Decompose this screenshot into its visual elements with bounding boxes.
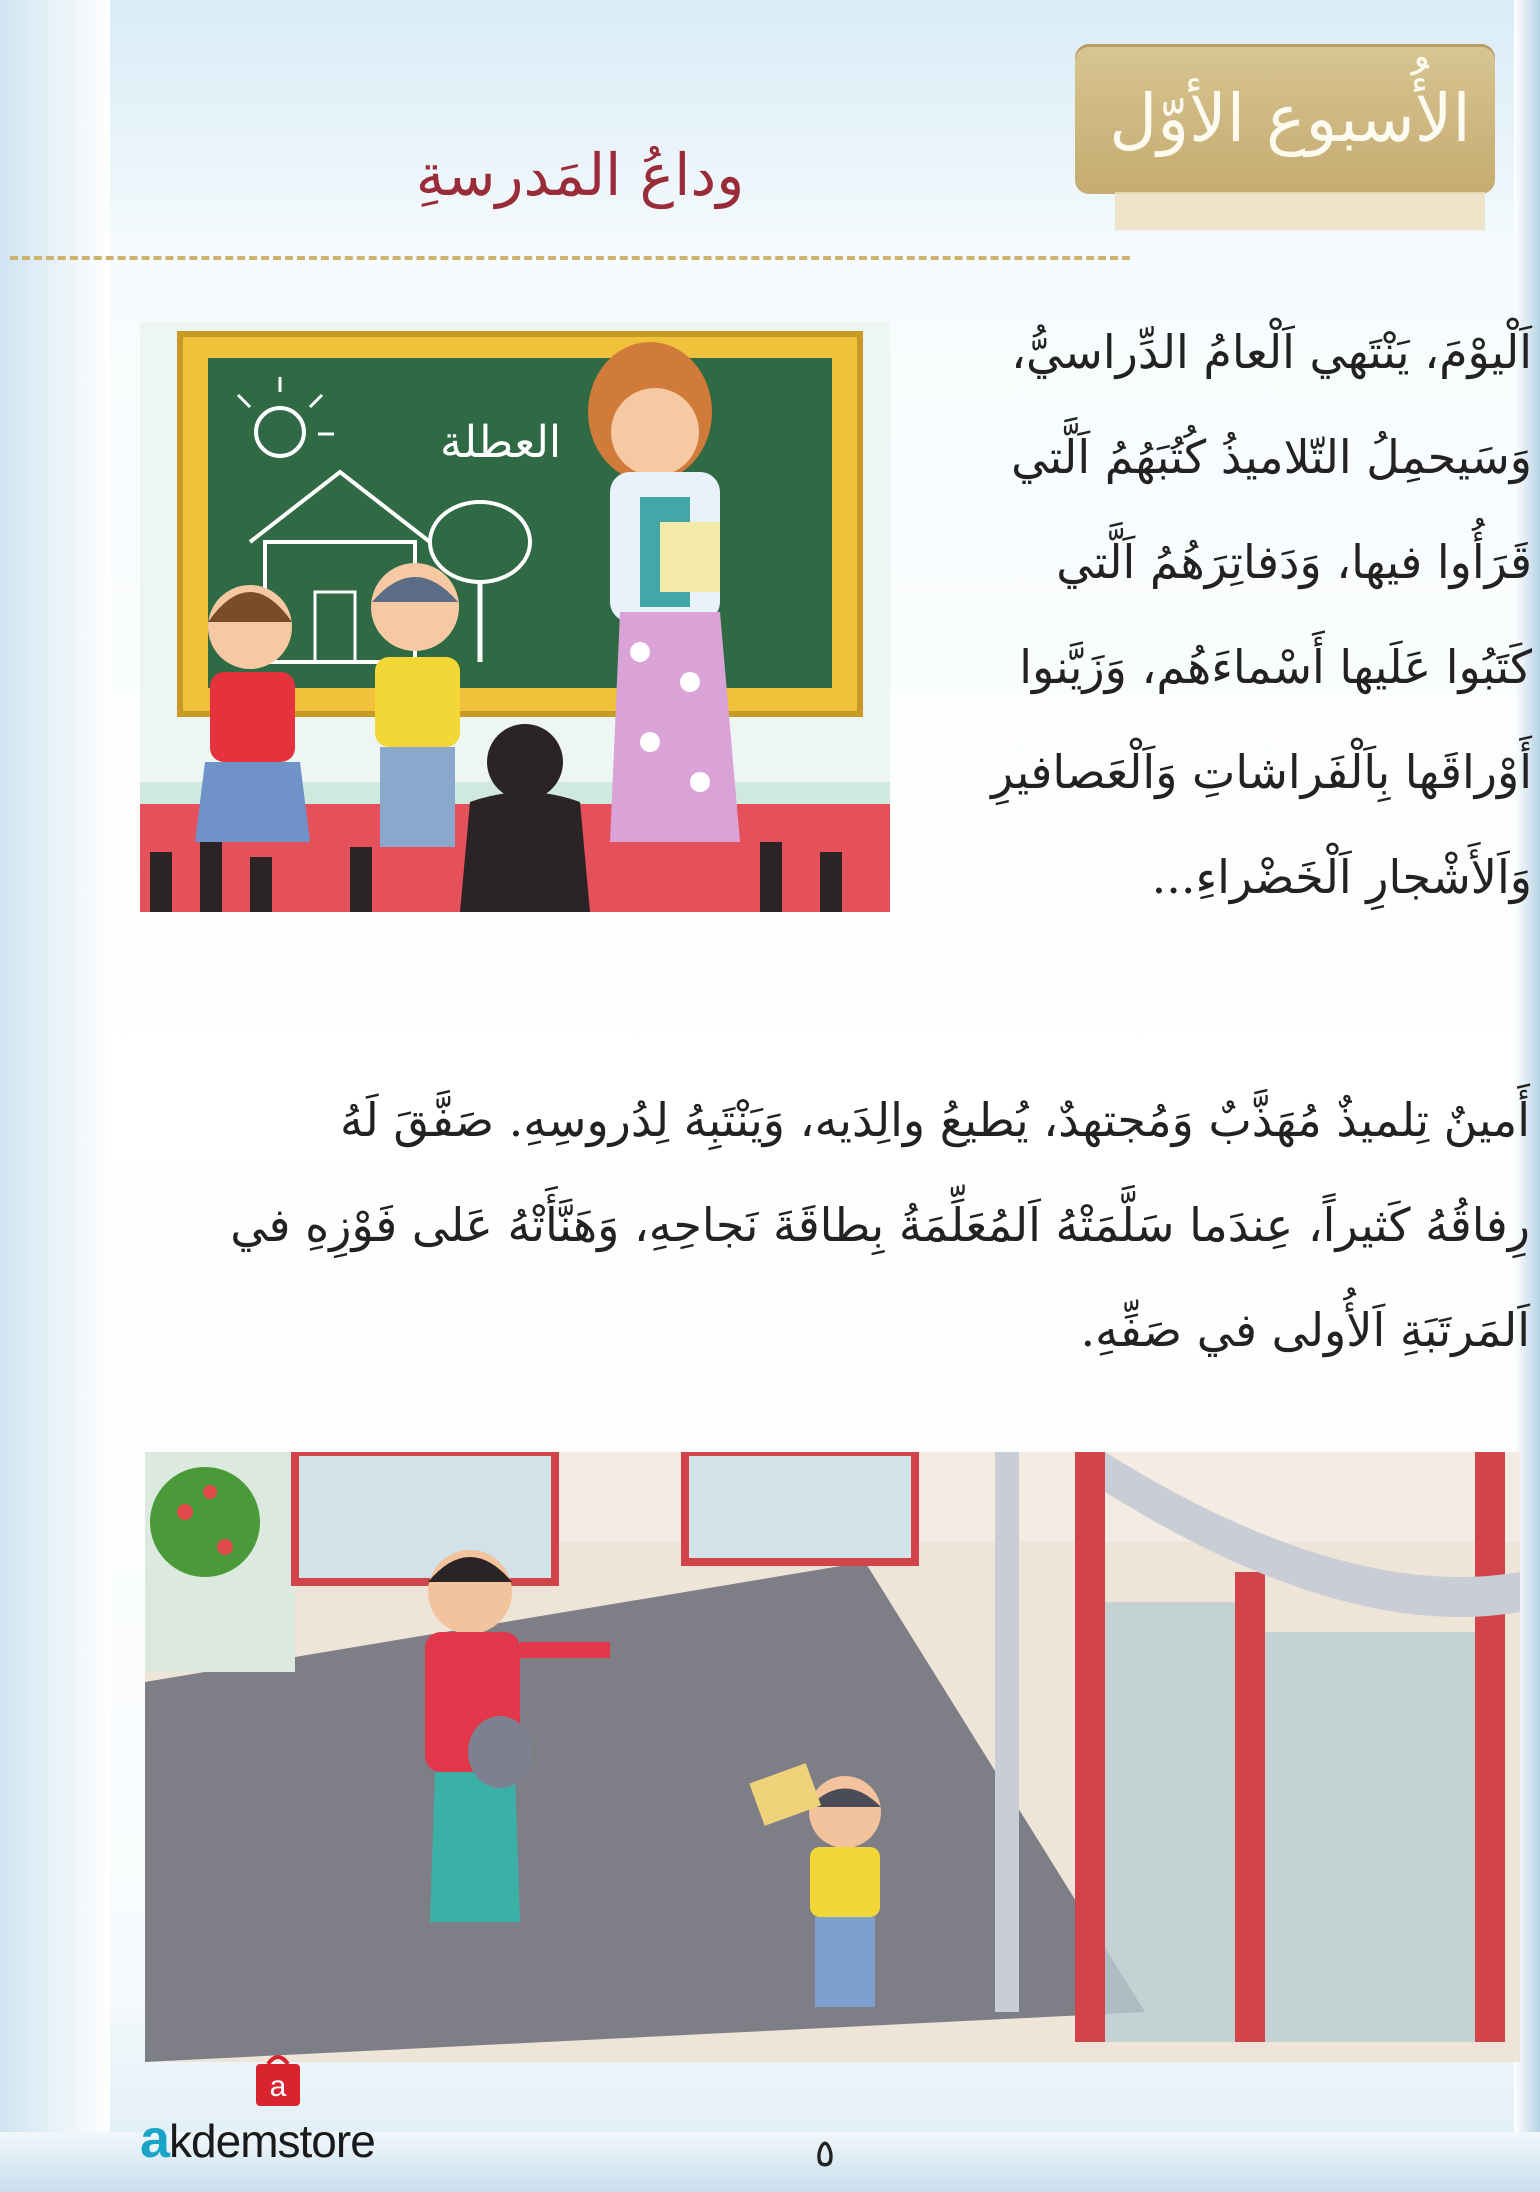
- store-brand: [140, 2108, 430, 2169]
- dashed-divider: [10, 256, 1130, 260]
- blackboard-word: العطلة: [440, 417, 562, 468]
- paragraph-2: [110, 1068, 1530, 1383]
- paragraph-2-line: رِفاقُهُ كَثيراً، عِندَما سَلَّمَتْهُ اَلمُعَلِّمَةُ بِطاقَةَ نَجاحِهِ، وَهَنَّأَتْهُ عَلى فَوْزِهِ في: [230, 1198, 1530, 1252]
- paragraph-1-line: قَرَأُوا فيها، وَدَفاتِرَهُمُ اَلَّتي: [1056, 535, 1532, 589]
- paragraph-1-line: أَوْراقَها بِاَلْفَراشاتِ وَاَلْعَصافيرِ: [991, 745, 1532, 799]
- paragraph-1: [900, 300, 1532, 930]
- paragraph-1-line: وَاَلأَشْجارِ اَلْخَضْراءِ...: [1151, 850, 1532, 904]
- week-label: الأُسبوع الأوّل: [1109, 79, 1471, 157]
- brand-rest: kdemstore: [169, 2115, 375, 2167]
- shopping-bag-icon: [252, 2050, 304, 2108]
- bag-letter: a: [269, 2070, 287, 2103]
- paragraph-1-line: اَلْيوْمَ، يَنْتَهي اَلْعامُ الدِّراسيُّ،: [1011, 325, 1532, 379]
- page-number: ٥: [814, 2131, 836, 2175]
- store-logo: [140, 2050, 430, 2169]
- paragraph-2-line: أَمينٌ تِلميذٌ مُهَذَّبٌ وَمُجتهدٌ، يُطيعُ والِدَيه، وَيَنْتَبِهُ لِدُروسِهِ. صَفَّقَ لَهُ: [340, 1093, 1530, 1147]
- school-hallway-illustration: [145, 1452, 1520, 2062]
- paragraph-2-line: اَلمَرتَبَةِ اَلأُولى في صَفِّهِ.: [1080, 1303, 1530, 1357]
- paragraph-1-line: وَسَيحمِلُ التّلاميذُ كُتُبَهُمُ اَلَّتي: [1011, 430, 1532, 484]
- brand-prefix: a: [140, 2109, 170, 2169]
- page-edge-left: [0, 0, 110, 2192]
- lesson-title: وداعُ المَدرسةِ: [415, 141, 745, 209]
- banner-shadow-strip: [1115, 192, 1485, 230]
- paragraph-1-line: كَتَبُوا عَلَيها أَسْماءَهُم، وَزَيَّنوا: [1019, 640, 1532, 694]
- classroom-illustration: [140, 322, 890, 912]
